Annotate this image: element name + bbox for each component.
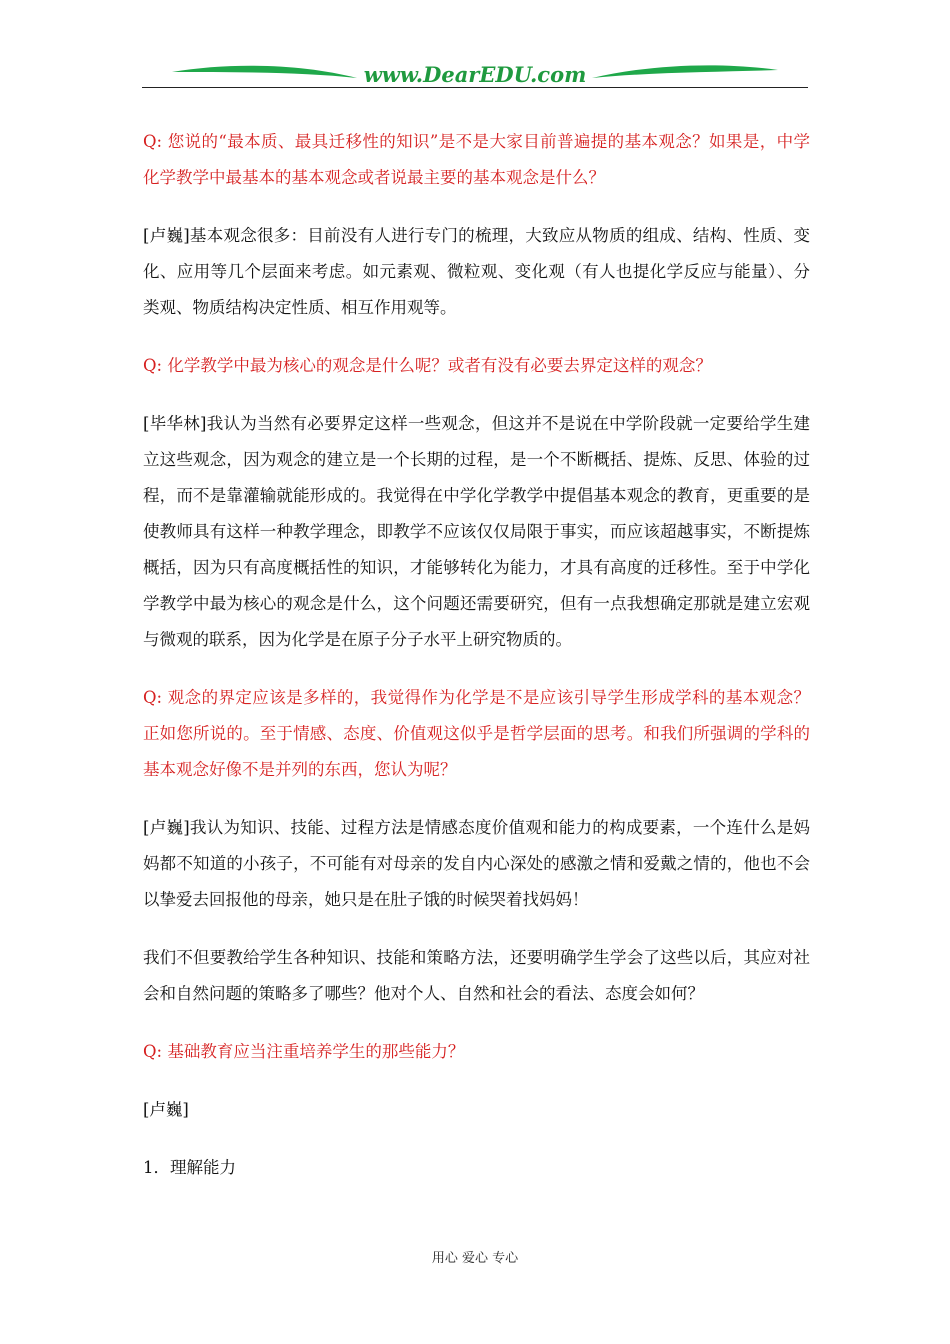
- answer-paragraph: [卢巍]基本观念很多：目前没有人进行专门的梳理，大致应从物质的组成、结构、性质、变化、应用等几个层面来考虑。如元素观、微粒观、变化观（有人也提化学反应与能量）、分类观、物质结构决定性质、相互作用观等。: [143, 226, 810, 317]
- question-paragraph: Q: 基础教育应当注重培养学生的那些能力？: [143, 1042, 465, 1061]
- logo-swoosh-left: [172, 66, 357, 78]
- dearedu-logo: [142, 58, 808, 88]
- question-paragraph: Q: 您说的“最本质、最具迁移性的知识”是不是大家目前普遍提的基本观念？如果是，中学化学教学中最基本的基本观念或者说最主要的基本观念是什么？: [143, 132, 810, 187]
- question-paragraph: Q: 化学教学中最为核心的观念是什么呢？或者有没有必要去界定这样的观念？: [143, 356, 712, 375]
- list-item: 1．理解能力: [143, 1158, 236, 1177]
- answer-paragraph: 我们不但要教给学生各种知识、技能和策略方法，还要明确学生学会了这些以后，其应对社会和自然问题的策略多了哪些？他对个人、自然和社会的看法、态度会如何？: [143, 948, 810, 1003]
- logo-site-text: www.DearEDU.com: [363, 62, 587, 87]
- answer-paragraph: [毕华林]我认为当然有必要界定这样一些观念，但这并不是说在中学阶段就一定要给学生建立这些观念，因为观念的建立是一个长期的过程，是一个不断概括、提炼、反思、体验的过程，而不是靠灌输就能形成的。我觉得在中学化学教学中提倡基本观念的教育，更重要的是使教师具有这样一种教学理念，即教学不应该仅仅局限于事实，而应该超越事实，不断提炼概括，因为只有高度概括性的知识，才能够转化为能力，才具有高度的迁移性。至于中学化学教学中最为核心的观念是什么，这个问题还需要研究，但有一点我想确定那就是建立宏观与微观的联系，因为化学是在原子分子水平上研究物质的。: [143, 414, 810, 649]
- speaker-label: [卢巍]: [143, 1100, 189, 1119]
- document-body: [143, 124, 810, 1208]
- page-footer: 用心 爱心 专心: [431, 1251, 519, 1266]
- header-rule: [142, 87, 808, 88]
- question-paragraph: Q: 观念的界定应该是多样的，我觉得作为化学是不是应该引导学生形成学科的基本观念？正如您所说的。至于情感、态度、价值观这似乎是哲学层面的思考。和我们所强调的学科的基本观念好像不是并列的东西，您认为呢？: [143, 688, 810, 779]
- logo-swoosh-right: [592, 65, 778, 78]
- answer-paragraph: [卢巍]我认为知识、技能、过程方法是情感态度价值观和能力的构成要素，一个连什么是妈妈都不知道的小孩子，不可能有对母亲的发自内心深处的感激之情和爱戴之情的，他也不会以挚爱去回报他的母亲，她只是在肚子饿的时候哭着找妈妈！: [143, 818, 810, 909]
- page-header: [142, 58, 808, 92]
